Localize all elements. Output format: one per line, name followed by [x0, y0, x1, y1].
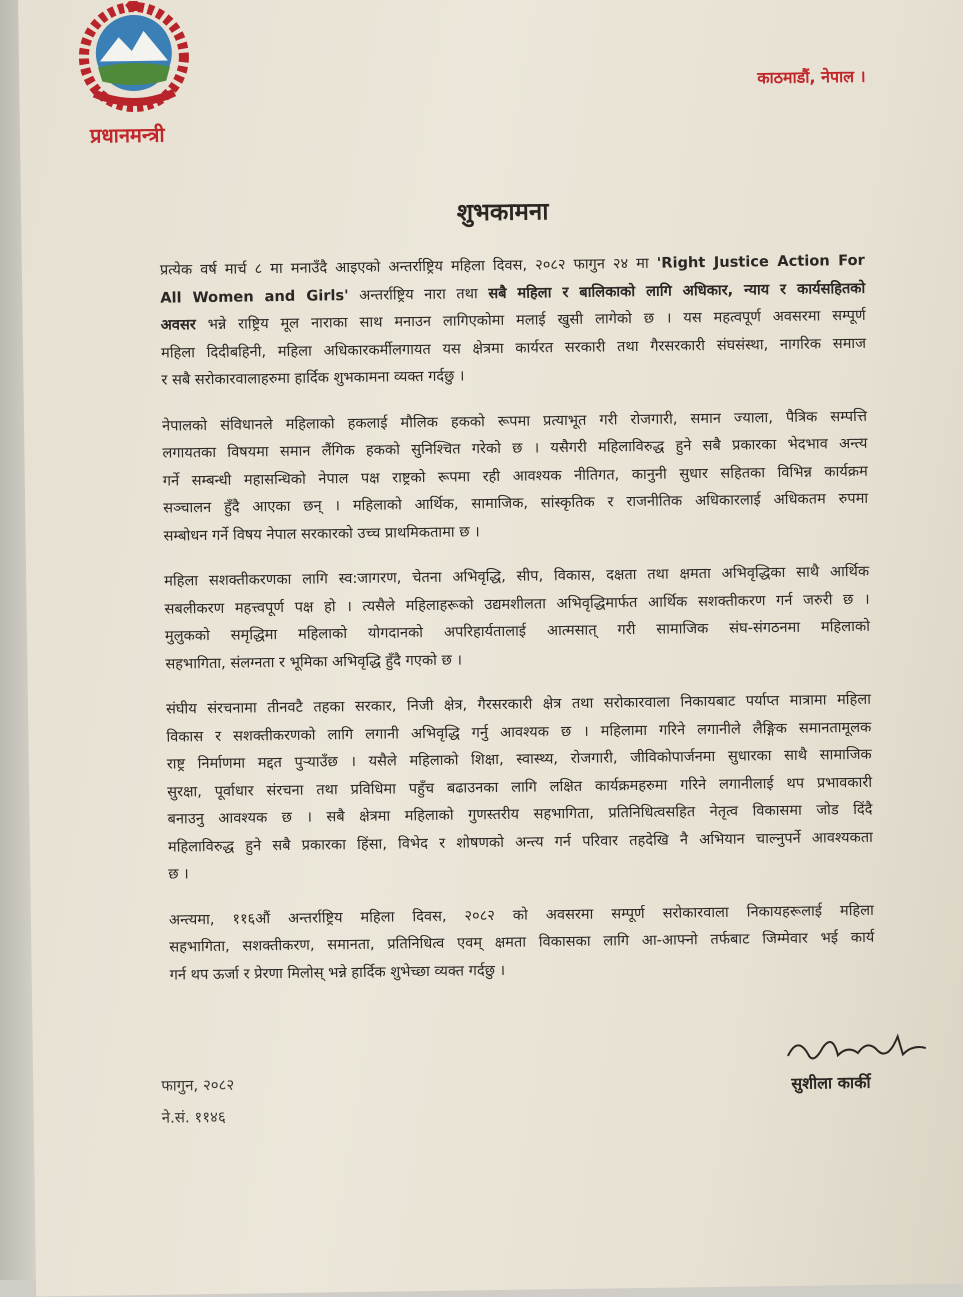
bold-text: 'Right Justice Action For: [656, 251, 865, 272]
letter-title: शुभकामना: [456, 197, 549, 227]
text-segment: अन्त्यमा, ११६औं अन्तर्राष्ट्रिय महिला दिवस, २०८२ को अवसरमा सम्पूर्ण सरोकारवाला निकायहरूलाई महिला: [168, 901, 874, 929]
letterhead-place: काठमाडौं, नेपाल ।: [757, 66, 866, 88]
paragraph: [162, 402, 869, 549]
nepal-samvat-date: ने.सं. ११४६: [161, 1107, 226, 1127]
text-segment: प्रत्येक वर्ष मार्च ८ मा मनाउँदै आइएको अन्तर्राष्ट्रिय महिला दिवस, २०८२ फागुन २४ मा: [159, 254, 657, 279]
letter-date: फागुन, २०८२: [161, 1075, 235, 1095]
bold-text: अवसर: [160, 316, 196, 334]
text-segment: छ ।: [168, 865, 189, 883]
text-segment: सञ्चालन हुँदै आएका छन् । महिलाको आर्थिक, सामाजिक, सांस्कृतिक र राजनीतिक अधिकारलाई अधिकतम रुपमा: [163, 489, 869, 517]
text-segment: विकास र सशक्तीकरणको लागि लगानी अभिवृद्धि गर्नु आवश्यक छ । महिलामा गरिने लगानीले लैङ्गिक समानतामूलक: [166, 718, 872, 746]
letter-date-block: [161, 1069, 235, 1134]
text-segment: लगायतका विषयमा समान लैंगिक हकको सुनिश्चित गरेको छ । यसैगरी महिलाविरुद्ध हुने सबै प्रकारका भेदभाव अन्त्य: [162, 434, 868, 462]
text-segment: गर्ने सम्बन्धी महासन्धिको नेपाल पक्ष राष्ट्रको रूपमा रही आवश्यक नीतिगत, कानुनी सुधार सहितका विभिन्न कार्यक्रम: [162, 462, 868, 490]
text-segment: सम्बोधन गर्ने विषय नेपाल सरकारको उच्च प्राथमिकतामा छ ।: [163, 522, 480, 545]
text-segment: अन्तर्राष्ट्रिय नारा तथा: [348, 284, 489, 304]
text-segment: सबलीकरण महत्त्वपूर्ण पक्ष हो । त्यसैले महिलाहरूको उद्यमशीलता अभिवृद्धिमार्फत आर्थिक सशक्तीकरण गर्न जरुरी छ ।: [164, 590, 870, 618]
text-segment: गर्न थप ऊर्जा र प्रेरणा मिलोस् भन्ने हार्दिक शुभेच्छा व्यक्त गर्दछु ।: [169, 961, 506, 984]
signature-icon: [777, 1024, 938, 1076]
signatory-name: सुशीला कार्की: [791, 1072, 871, 1093]
paragraph: [164, 558, 870, 678]
text-segment: र सबै सरोकारवालाहरुमा हार्दिक शुभकामना व्यक्त गर्दछु ।: [161, 367, 465, 389]
paragraph: [166, 686, 874, 888]
bold-text: All Women and Girls': [160, 286, 349, 307]
text-segment: सहभागिता, संलग्नता र भूमिका अभिवृद्धि हुँदै गएको छ ।: [165, 651, 463, 673]
paragraph: [160, 247, 867, 394]
text-segment: सहभागिता, सशक्तीकरण, समानता, प्रतिनिधित्व एवम् क्षमता विकासका लागि आ-आफ्नो तर्फबाट जिम्मेवार भई कार्य: [169, 928, 875, 956]
letter-body: [160, 247, 875, 1007]
text-segment: नेपालको संविधानले महिलाको हकलाई मौलिक हकको रूपमा प्रत्याभूत गरी रोजगारी, समान ज्याला, पैत्रिक सम्पत्ति: [161, 407, 868, 435]
text-segment: सुरक्षा, पूर्वाधार संरचना तथा प्रविधिमा पहुँच बढाउनका लागि लक्षित कार्यक्रमहरुमा गरिने लगानीलाई थप प्रभावकारी: [167, 773, 873, 801]
text-segment: बनाउनु आवश्यक छ । सबै क्षेत्रमा महिलाको गुणस्तरीय सहभागिता, प्रतिनिधित्वसहित नेतृत्व विकासमा जोड दिंदै: [167, 800, 873, 828]
letter-page: [18, 0, 963, 1297]
letterhead-office: प्रधानमन्त्री: [89, 122, 165, 148]
text-segment: महिलाविरुद्ध हुने सबै प्रकारका हिंसा, विभेद र शोषणको अन्त्य गर्न परिवार तहदेखि नै अभियान चाल्नुपर्ने आवश्यकता: [167, 828, 873, 856]
text-segment: संघीय संरचनामा तीनवटै तहका सरकार, निजी क्षेत्र, गैरसरकारी क्षेत्र तथा सरोकारवाला निकायबाट पर्याप्त मात्रामा महिला: [165, 690, 872, 718]
bold-text: सबै महिला र बालिकाको लागि अधिकार, न्याय र कार्यसहितको: [488, 279, 866, 302]
nepal-emblem-icon: [73, 0, 195, 114]
text-segment: महिला दिदीबहिनी, महिला अधिकारकर्मीलगायत यस क्षेत्रमा कार्यरत सरकारी तथा गैरसरकारी संघसंस्था, नागरिक समाज: [160, 334, 867, 362]
text-segment: भन्ने राष्ट्रिय मूल नाराका साथ मनाउन लागिएकोमा मलाई खुसी लागेको छ । यस महत्वपूर्ण अवसरमा सम्पूर्ण: [195, 306, 866, 334]
text-segment: राष्ट्र निर्माणमा मद्दत पुर्‍याउँछ । यसैले महिलाको शिक्षा, स्वास्थ्य, रोजगारी, जीविकोपार्जनमा सुधारका साथै सामाजिक: [166, 745, 872, 773]
paragraph: [169, 896, 875, 988]
text-segment: मुलुकको समृद्धिमा महिलाको योगदानको अपरिहार्यतालाई आत्मसात् गरी सामाजिक संघ-संगठनमा महिलाको: [164, 617, 871, 645]
text-segment: महिला सशक्तीकरणका लागि स्व:जागरण, चेतना अभिवृद्धि, सीप, विकास, दक्षता तथा क्षमता अभिवृद्धिका साथै आर्थिक: [164, 562, 870, 590]
